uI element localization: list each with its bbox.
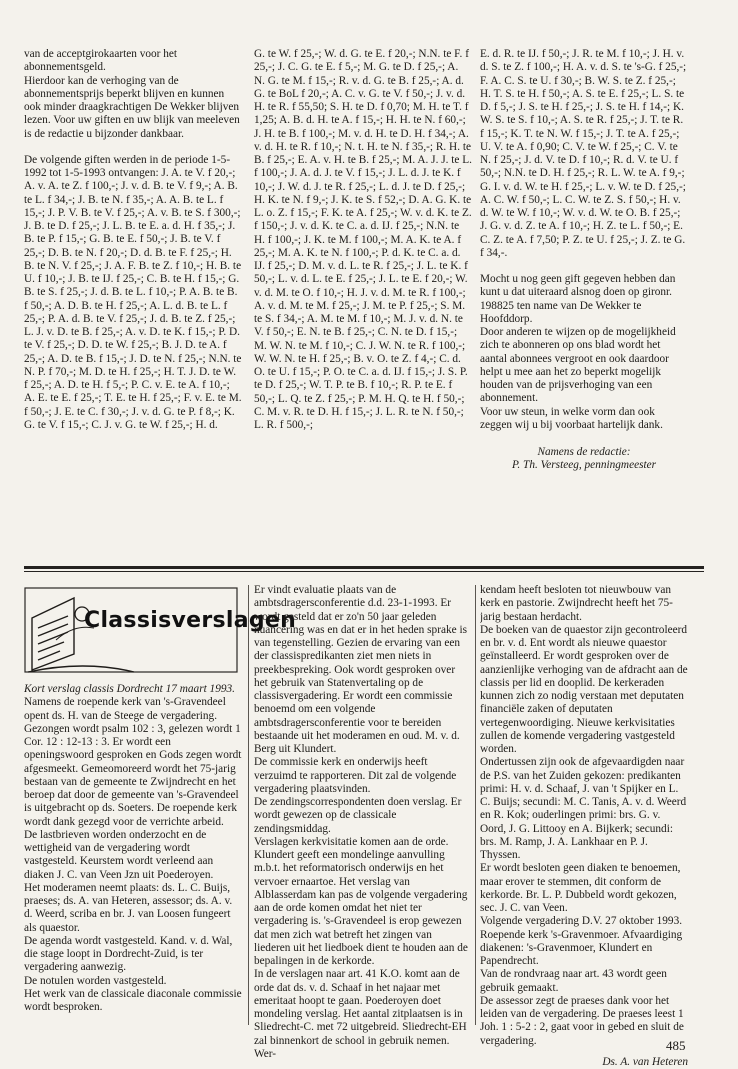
paragraph: De notulen worden vastgesteld. <box>24 974 167 987</box>
section-divider-thin <box>24 571 704 572</box>
top-column-2 <box>254 48 472 445</box>
signature-line: Namens de redactie: <box>537 446 631 458</box>
top-column-3 <box>480 48 688 472</box>
signature-block <box>480 446 688 472</box>
section-column-3 <box>480 584 688 1069</box>
section-column-1 <box>24 683 242 1014</box>
paragraph: Voor uw steun, in welke vorm dan ook zeggen wij u bij voorbaat hartelijk dank. <box>480 405 663 431</box>
paragraph: De agenda wordt vastgesteld. Kand. v. d. Wal, die stage loopt in Dordrecht-Zuid, is ter vergadering aanwezig. <box>24 934 233 974</box>
report-subtitle: Kort verslag classis Dordrecht 17 maart 1993. <box>24 683 235 695</box>
paragraph: Namens de roepende kerk van 's-Gravendeel opent ds. H. van de Steege de vergadering. Gezongen wordt psalm 102 : 3, gelezen wordt 1 Cor. 12 : 12-13 : 3. Er wordt een openingswoord gesproken en Gods zegen wordt afgesmeekt. Gemeomoreerd wordt het 75-jarig bestaan van de gemeente te Zwijndrecht en het beroep dat door de gemeente van 's-Gravendeel is uitgebracht op ds. Soeters. De roepende kerk wordt dank gezegd voor de verrichte arbeid. <box>24 696 242 828</box>
paragraph: Van de rondvraag naar art. 43 wordt geen gebruik gemaakt. <box>480 968 667 994</box>
gift-list-paragraph: G. te W. f 25,-; W. d. G. te E. f 20,-; N.N. te F. f 25,-; J. C. G. te E. f 5,-; M. G. te D. f 25,-; A. N. G. te M. f 15,-; R. v. d. G. te B. f 25,-; A. d. G. te BoL f 20,-; A. C. v. G. te V. f 50,-; J. v. d. H. te R. f 55,50; S. H. te D. f 0,70; M. H. te T. f 1,25; A. B. d. H. te A. f 15,-; H. H. te N. f 60,-; J. H. te B. f 100,-; M. v. d. H. te D. H. f 34,-; A. v. d. H. te R. f 10,-; N. t. H. te N. f 35,-; R. H. te B. f 25,-; E. A. v. H. te B. f 25,-; M. A. J. J. te L. f 100,-; J. A. d. J. te V. f 15,-; J. L. d. J. te K. f 10,-; J. W. d. J. te R. f 25,-; L. d. J. te D. f 25,-; H. K. te N. f 9,-; J. K. te S. f 52,-; D. A. G. K. te L. o. Z. f 15,-; F. K. te A. f 25,-; W. v. d. K. te Z. f 150,-; J. v. d. K. te C. a. d. IJ. f 25,-; N.N. te H. f 100,-; J. K. te M. f 100,-; M. A. K. te A. f 25,-; M. A. K. te N. f 100,-; P. d. K. te C. a. d. IJ. f 25,-; D. M. v. d. L. te R. f 25,-; J. L. te K. f 50,-; L. v. d. L. te E. f 25,-; J. L. te E. f 20,-; W. v. d. M. te O. f 10,-; H. J. v. d. M. te R. f 100,-; A. v. d. M. te M. f 25,-; J. M. te P. f 25,-; S. M. te S. f 34,-; A. M. te M. f 10,-; M. J. v. d. N. te V. f 50,-; E. N. te B. f 25,-; C. N. te D. f 15,-; M. W. N. te M. f 10,-; C. J. W. N. te R. f 100,-; W. W. N. te H. f 25,-; B. v. O. te Z. f 4,-; C. d. O. te U. f 15,-; P. O. te C. a. d. IJ. f 15,-; J. S. P. te D. f 25,-; W. T. P. te B. f 10,-; R. P. te E. f 50,-; L. Q. te Z. f 25,-; P. M. H. Q. te H. f 50,-; C. M. v. R. te D. H. f 15,-; J. L. R. te N. f 50,-; L. R. f 500,-; <box>254 48 472 431</box>
column-rule <box>475 585 476 1025</box>
paragraph: Er vindt evaluatie plaats van de ambtsdragersconferentie d.d. 23-1-1993. Er wordt gesteld dat er zo'n 50 jaar geleden nuancering was en dat er in het heden sprake is van tegenstelling. Gezien de ervaring van een der classispredikanten ziet men niets in preekbespreking. Ook wordt gesproken over het gebruik van Statenvertaling op de classisvergadering. Er wordt een commissie benoemd om een volgende ambtsdragersconferentie voor te bereiden bestaande uit het moderamen en oud. M. v. d. Berg uit Klundert. <box>254 584 467 755</box>
paragraph: Volgende vergadering D.V. 27 oktober 1993. Roepende kerk 's-Gravenmoer. Afvaardiging diakenen: 's-Gravenmoer, Klundert en Papendrecht. <box>480 915 683 967</box>
paragraph: Hierdoor kan de verhoging van de abonnementsprijs beperkt blijven en kunnen ook minder draagkrachtigen De Wekker blijven lezen. Voor uw giften en uw blijk van meeleven is de redactie u bijzonder dankbaar. <box>24 74 240 140</box>
paragraph: Verslagen kerkvisitatie komen aan de orde. Klundert geeft een mondelinge aanvulling m.b.t. het reformatorisch onderwijs en het vervoer ernaartoe. Het verslag van Alblasserdam kan pas de volgende vergadering aan de orde komen omdat het niet ter vergadering is. 's-Gravendeel is erop gewezen dat men zich wat betreft het zingen van liederen uit het liedboek dient te houden aan de bepalingen in de kerkorde. <box>254 835 468 967</box>
gift-list-paragraph: E. d. R. te IJ. f 50,-; J. R. te M. f 10,-; J. H. v. d. S. te Z. f 100,-; H. A. v. d. S. te 's-G. f 25,-; F. A. C. S. te U. f 30,-; B. W. S. te Z. f 25,-; H. T. S. te H. f 50,-; A. S. te E. f 25,-; L. S. te D. f 5,-; J. S. te H. f 25,-; J. S. te H. f 14,-; K. W. S. te S. f 10,-; A. S. te R. f 25,-; J. T. te R. f 15,-; K. T. te N. W. f 15,-; J. T. te A. f 25,-; U. V. te A. f 0,90; C. V. te W. f 25,-; C. V. te N. f 25,-; J. d. V. te D. f 10,-; R. d. V. te U. f 50,-; N.N. te D. H. f 25,-; R. L. W. te A. f 9,-; G. I. v. d. W. te H. f 25,-; L. v. W. te D. f 25,-; A. C. W. f 50,-; L. C. W. te Z. S. f 50,-; H. v. d. W. te W. f 10,-; W. v. d. W. te O. B. f 25,-; J. G. v. d. Z. te A. f 10,-; H. Z. te L. f 50,-; E. C. Z. te A. f 7,50; P. Z. te U. f 25,-; J. Z. te G. f 34,-. <box>480 48 687 259</box>
report-signature: Ds. A. van Heteren <box>602 1055 688 1068</box>
paragraph: De lastbrieven worden onderzocht en de wettigheid van de vergadering wordt vastgesteld. Keurstem wordt verleend aan diaken J. C. van Veen Jzn uit Poederoyen. <box>24 828 214 881</box>
column-rule <box>248 585 249 1025</box>
page-number: 485 <box>666 1038 686 1053</box>
gift-list-paragraph: De volgende giften werden in de periode 1-5-1992 tot 1-5-1993 ontvangen: J. A. te V. f 20,-; A. v. A. te Z. f 100,-; J. v. d. B. te V. f 9,-; A. B. te L. f 34,-; J. B. te N. f 35,-; A. A. B. te L. f 15,-; J. P. V. B. te V. f 25,-; A. v. B. te S. f 300,-; J. B. te D. f 25,-; J. L. B. te E. a. d. H. f 35,-; J. B. te P. f 15,-; G. B. te E. f 50,-; J. B. te V. f 25,-; D. B. te N. f 20,-; D. d. B. te F. f 25,-; H. B. te N. V. f 25,-; J. A. F. B. te Z. f 10,-; H. B. te U. f 10,-; J. B. te IJ. f 25,-; C. B. te H. f 15,-; G. B. te S. f 25,-; J. d. B. te L. f 10,-; P. A. B. te B. f 50,-; A. D. B. te H. f 25,-; A. L. d. B. te L. f 25,-; P. A. d. B. te V. f 25,-; J. d. B. te Z. f 25,-; L. J. v. D. te B. f 25,-; A. v. D. te K. f 15,-; P. D. te V. f 25,-; D. D. te W. f 25,-; B. J. D. te A. f 25,-; A. D. te B. f 15,-; J. D. te N. f 25,-; N.N. te N. P. f 70,-; M. D. te H. f 25,-; H. T. J. D. te W. f 25,-; A. D. te H. f 5,-; P. C. v. E. te A. f 10,-; A. E. te E. f 25,-; T. E. te H. f 25,-; F. v. E. te M. f 50,-; J. E. te C. f 30,-; J. v. d. G. te P. f 8,-; K. G. te V. f 15,-; C. J. v. G. te W. f 25,-; H. d. <box>24 153 242 431</box>
top-column-1 <box>24 48 242 445</box>
paragraph: Door anderen te wijzen op de mogelijkheid zich te abonneren op ons blad wordt het aantal abonnees vergroot en ook daardoor helpt u mee aan het zo beperkt mogelijk houden van de prijsverhoging van een abonnement. <box>480 326 676 405</box>
paragraph: De commissie kerk en onderwijs heeft verzuimd te rapporteren. Dit zal de volgende vergadering plaatsvinden. <box>254 756 457 795</box>
section-column-2 <box>254 584 470 1061</box>
paragraph: Er wordt besloten geen diaken te benoemen, maar erover te stemmen, dit conform de kerkorde. Br. L. P. Dubbeld wordt gekozen, sec. J. C. van Veen. <box>480 862 681 914</box>
paragraph: Het moderamen neemt plaats: ds. L. C. Buijs, praeses; ds. A. van Heteren, assessor; ds. A. v. d. Weerd, scriba en br. J. van Loosen fungeert als quaestor. <box>24 881 233 934</box>
paragraph: De assessor zegt de praeses dank voor het leiden van de vergadering. De praeses leest 1 Joh. 1 : 5-2 : 2, gaat voor in gebed en sluit de vergadering. <box>480 994 684 1047</box>
paragraph: Het werk van de classicale diaconale commissie wordt besproken. <box>24 987 242 1013</box>
section-divider <box>24 566 704 569</box>
paragraph: In de verslagen naar art. 41 K.O. komt aan de orde dat ds. v. d. Schaaf in het najaar met emeritaat hoopt te gaan. Poederoyen doet mondeling verslag. Het aantal zitplaatsen is in Sliedrecht-C. met 72 uitgebreid. Sliedrecht-EH zal binnenkort de school in gebruik nemen. Wer- <box>254 968 467 1060</box>
paragraph: De boeken van de quaestor zijn gecontroleerd en br. v. d. Ent wordt als nieuwe quaestor geïnstalleerd. Er wordt gesproken over de aanzienlijke verhoging van de afdracht aan de classis per lid en dooplid. De kerkeraden kunnen zich zo nodig verstaan met deputaten financiële zaken of deputaten vertegenwoordiging. Nieuwe kerkvisitaties zullen de komende vergadering vastgesteld worden. <box>480 623 688 755</box>
paragraph: van de acceptgirokaarten voor het abonnementsgeld. <box>24 48 178 74</box>
paragraph: De zendingscorrespondenten doen verslag. Er wordt gewezen op de classicale zendingsmiddag. <box>254 796 462 835</box>
signature-name: P. Th. Versteeg, penningmeester <box>511 459 657 471</box>
section-title: Classisverslagen <box>84 608 297 633</box>
section-header-logo <box>24 584 297 676</box>
paragraph: Mocht u nog geen gift gegeven hebben dan kunt u dat uiteraard alsnog doen op gironr. 198825 ten name van De Wekker te Hoofddorp. <box>480 273 676 325</box>
paragraph: Ondertussen zijn ook de afgevaardigden naar de P.S. van het Zuiden gekozen: predikanten primi: H. v. d. Schaaf, J. van 't Spijker en L. C. Buijs; secundi: M. C. Tanis, A. v. d. Weerd en R. Kok; ouderlingen primi: brs. G. v. Oord, J. G. Littooy en A. Bijkerk; secundi: brs. M. Ramp, J. A. Lankhaar en P. J. Thyssen. <box>480 756 687 861</box>
paragraph: kendam heeft besloten tot nieuwbouw van kerk en pastorie. Zwijndrecht heeft het 75-jarig bestaan herdacht. <box>480 584 673 623</box>
